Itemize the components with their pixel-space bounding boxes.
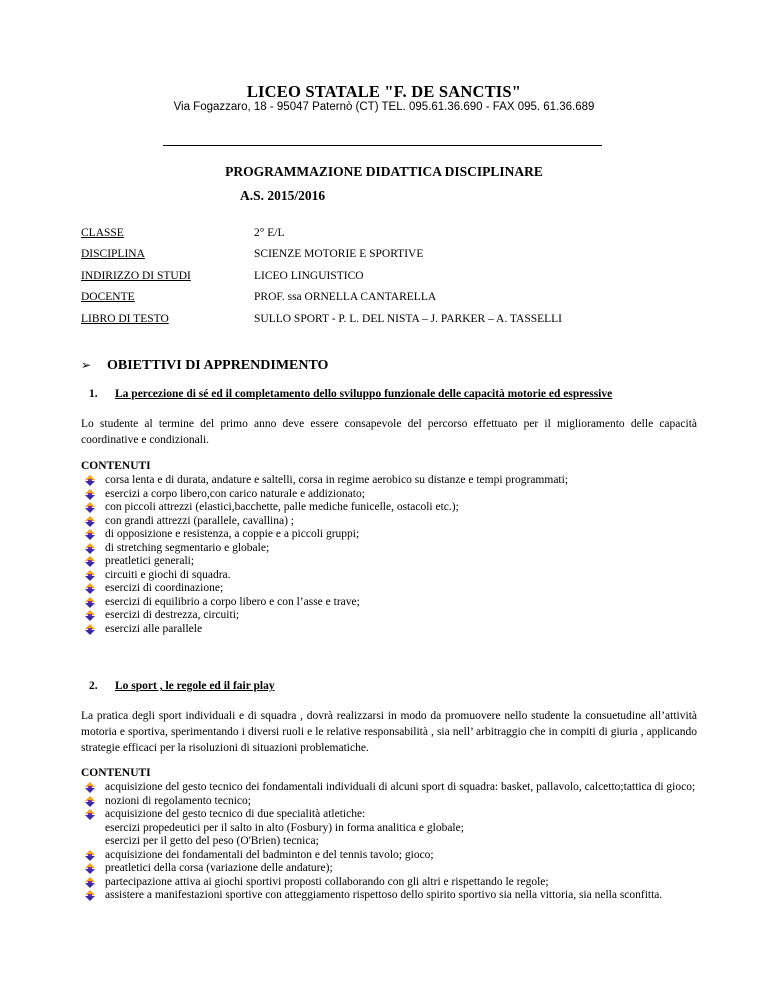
list-item: partecipazione attiva ai giochi sportivi proposti collaborando con gli altri e rispettando le regole; [84, 876, 704, 890]
arrow-bullet-icon [84, 502, 96, 513]
arrow-bullet-icon [84, 516, 96, 527]
list-item: acquisizione del gesto tecnico di due specialità atletiche: esercizi propedeutici per il salto in alto (Fosbury) in forma analitica e globale; esercizi per il getto del peso (O'Brien) tecnica; [84, 808, 704, 849]
list-item: circuiti e giochi di squadra. [84, 569, 704, 583]
info-value: SULLO SPORT - P. L. DEL NISTA – J. PARKER – A. TASSELLI [254, 313, 563, 325]
arrow-bullet-icon [84, 529, 96, 540]
arrow-bullet-icon [84, 583, 96, 594]
school-address: Via Fogazzaro, 18 - 95047 Paternò (CT) TEL. 095.61.36.690 - FAX 095. 61.36.689 [173, 101, 595, 113]
list-item: di stretching segmentario e globale; [84, 542, 704, 556]
section-1-heading [89, 388, 612, 400]
objectives-heading-text: OBIETTIVI DI APPRENDIMENTO [107, 358, 329, 373]
info-label: LIBRO DI TESTO [81, 313, 169, 325]
list-item: con piccoli attrezzi (elastici,bacchette, palle mediche funicelle, ostacoli etc.); [84, 501, 704, 515]
list-item: esercizi a corpo libero,con carico naturale e addizionato; [84, 488, 704, 502]
info-row-indirizzo [81, 270, 701, 286]
info-row-disciplina [81, 248, 701, 264]
arrow-bullet-icon [84, 624, 96, 635]
list-item: esercizi di coordinazione; [84, 582, 704, 596]
arrow-bullet-icon [84, 556, 96, 567]
school-name: LICEO STATALE "F. DE SANCTIS" [246, 82, 522, 101]
arrow-bullet-icon [84, 782, 96, 793]
info-value: LICEO LINGUISTICO [254, 270, 364, 282]
info-label: CLASSE [81, 227, 124, 239]
arrow-bullet-icon [84, 863, 96, 874]
list-item: nozioni di regolamento tecnico; [84, 795, 704, 809]
info-row-libro [81, 313, 701, 329]
arrow-bullet-icon [84, 489, 96, 500]
list-item: esercizi alle parallele [84, 623, 704, 637]
section-2-heading [89, 680, 275, 692]
list-item: preatletici della corsa (variazione delle andature); [84, 862, 704, 876]
contenuti-label: CONTENUTI [81, 460, 151, 472]
list-item: con grandi attrezzi (parallele, cavallina) ; [84, 515, 704, 529]
section-2-paragraph: La pratica degli sport individuali e di squadra , dovrà realizzarsi in modo da promuovere nello studente la consuetudine all’attività motoria e sportiva, sperimentando i diversi ruoli e le relative responsabilità , sia nell’ arbitraggio che in compiti di giuria , applicando strategie efficaci per la risoluzioni di situazioni problematiche. [81, 710, 697, 754]
section-title: La percezione di sé ed il completamento dello sviluppo funzionale delle capacità motorie ed espressive [115, 388, 613, 400]
arrow-bullet-icon [84, 597, 96, 608]
document-title: PROGRAMMAZIONE DIDATTICA DISCIPLINARE [225, 164, 543, 179]
arrow-bullet-icon: ➢ [81, 358, 92, 372]
info-row-docente [81, 291, 701, 307]
arrow-bullet-icon [84, 610, 96, 621]
arrow-bullet-icon [84, 475, 96, 486]
school-year: A.S. 2015/2016 [240, 188, 326, 203]
arrow-bullet-icon [84, 877, 96, 888]
info-label: DOCENTE [81, 291, 135, 303]
section-1-list [84, 474, 704, 636]
arrow-bullet-icon [84, 543, 96, 554]
contenuti-label: CONTENUTI [81, 767, 151, 779]
section-number: 1. [89, 388, 98, 400]
list-item: assistere a manifestazioni sportive con atteggiamento rispettoso dello spirito sportivo sia nella vittoria, sia nella sconfitta. [84, 889, 704, 903]
arrow-bullet-icon [84, 850, 96, 861]
info-value: PROF. ssa ORNELLA CANTARELLA [254, 291, 437, 303]
info-label: DISCIPLINA [81, 248, 145, 260]
arrow-bullet-icon [84, 570, 96, 581]
info-value: SCIENZE MOTORIE E SPORTIVE [254, 248, 424, 260]
section-2-list [84, 781, 704, 903]
list-item: esercizi di equilibrio a corpo libero e con l’asse e trave; [84, 596, 704, 610]
arrow-bullet-icon [84, 890, 96, 901]
section-title: Lo sport , le regole ed il fair play [115, 680, 275, 692]
objectives-heading [81, 358, 328, 374]
arrow-bullet-icon [84, 796, 96, 807]
section-1-paragraph: Lo studente al termine del primo anno deve essere consapevole del percorso effettuato per il miglioramento delle capacità coordinative e condizionali. [81, 418, 697, 446]
list-item: preatletici generali; [84, 555, 704, 569]
list-item-subline: esercizi per il getto del peso (O'Brien) tecnica; [105, 835, 319, 847]
list-item: acquisizione dei fondamentali del badminton e del tennis tavolo; gioco; [84, 849, 704, 863]
section-number: 2. [89, 680, 98, 692]
list-item: corsa lenta e di durata, andature e saltelli, corsa in regime aerobico su distanze e tempi programmati; [84, 474, 704, 488]
list-item: esercizi di destrezza, circuiti; [84, 609, 704, 623]
list-item: acquisizione del gesto tecnico dei fondamentali individuali di alcuni sport di squadra: basket, pallavolo, calcetto;tattica di gioco; [84, 781, 704, 795]
arrow-bullet-icon [84, 809, 96, 820]
info-row-classe [81, 227, 701, 243]
header-divider [163, 145, 602, 146]
list-item: di opposizione e resistenza, a coppie e a piccoli gruppi; [84, 528, 704, 542]
info-value: 2° E/L [254, 227, 285, 239]
list-item-subline: esercizi propedeutici per il salto in alto (Fosbury) in forma analitica e globale; [105, 821, 464, 834]
info-label: INDIRIZZO DI STUDI [81, 270, 191, 282]
